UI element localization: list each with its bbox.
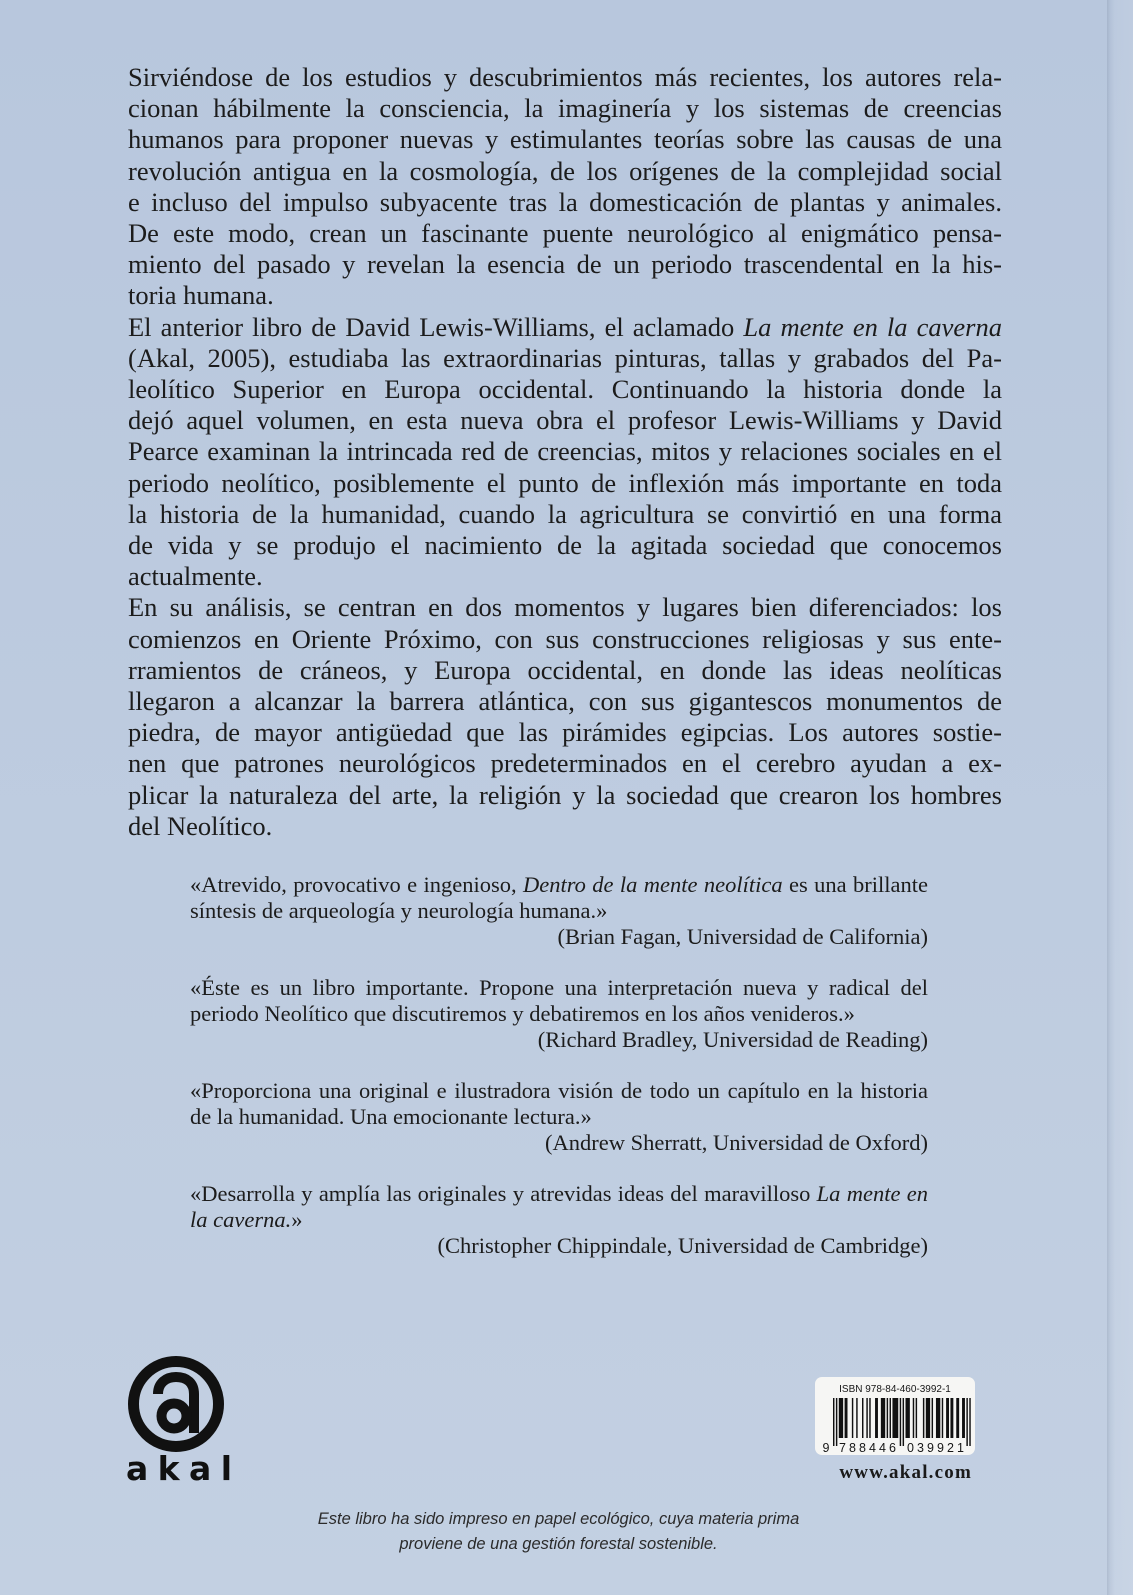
barcode-bar [866, 1398, 867, 1438]
text-line [128, 156, 1002, 187]
barcode-bar [856, 1398, 857, 1438]
italic-title: La mente en [816, 1181, 928, 1206]
italic-title: la caverna. [190, 1207, 292, 1232]
quote-line [190, 872, 928, 898]
text-run: síntesis de arqueología y neurología humana.» [190, 898, 608, 923]
blurb-paragraph [128, 592, 1002, 842]
text-line [128, 592, 1002, 623]
blurb-paragraph [128, 312, 1002, 593]
review-attribution: (Christopher Chippindale, Universidad de Cambridge) [437, 1233, 928, 1258]
barcode-bar [836, 1398, 837, 1446]
text-run: Pearce examinan la intrincada red de creencias, mitos y relaciones sociales en el [128, 436, 1002, 467]
review-attribution: (Brian Fagan, Universidad de California) [557, 924, 928, 949]
text-run: nen que patrones neurológicos predeterminados en el cerebro ayudan a ex- [128, 748, 1002, 779]
barcode-bar [852, 1398, 853, 1438]
barcode-bar [950, 1398, 953, 1438]
text-run: revolución antigua en la cosmología, de los orígenes de la complejidad social [128, 155, 1002, 186]
eco-notice [0, 1507, 1117, 1557]
review-quote [190, 1181, 928, 1259]
review-quote [190, 1078, 928, 1156]
barcode-bar [942, 1398, 943, 1438]
review-attribution: (Andrew Sherratt, Universidad de Oxford) [544, 1130, 928, 1155]
text-run: es una brillante [782, 872, 928, 897]
quote-line [190, 1104, 928, 1130]
text-line [128, 780, 1002, 811]
text-line [128, 468, 1002, 499]
barcode-bar [923, 1398, 924, 1438]
barcode-bar [936, 1398, 940, 1438]
barcode [815, 1377, 975, 1455]
text-run: e incluso del impulso subyacente tras la domesticación de plantas y animales. [128, 186, 1002, 217]
barcode-bar [906, 1398, 910, 1438]
text-line [128, 748, 1002, 779]
text-line [128, 93, 1002, 124]
text-run: (Akal, 2005), estudiaba las extraordinarias pinturas, tallas y grabados del Pa- [128, 342, 1002, 373]
blurb [128, 62, 1002, 842]
text-line [128, 312, 1002, 343]
review-quote [190, 872, 928, 950]
reviews [190, 872, 928, 1284]
text-run: «Atrevido, provocativo e ingenioso, [190, 872, 523, 897]
text-line [128, 686, 1002, 717]
text-line [128, 624, 1002, 655]
eco-notice-line: Este libro ha sido impreso en papel ecológico, cuya materia prima [317, 1510, 800, 1528]
text-run: toria humana. [128, 280, 274, 311]
barcode-bar [916, 1398, 917, 1438]
barcode-bar [900, 1398, 901, 1446]
publisher-website: www.akal.com [839, 1462, 972, 1483]
barcode-bar [839, 1398, 843, 1438]
text-run: cionan hábilmente la consciencia, la imaginería y los sistemas de creencias [128, 93, 1002, 124]
barcode-bar [845, 1398, 848, 1438]
barcode-bar [833, 1398, 834, 1446]
barcode-bar [869, 1398, 870, 1438]
quote-line [190, 1001, 928, 1027]
text-run: dejó aquel volumen, en esta nueva obra el profesor Lewis-Williams y David [128, 405, 1002, 436]
text-line [128, 499, 1002, 530]
barcode-first-digit: 9 [822, 1441, 830, 1455]
text-run: El anterior libro de David Lewis-Williams, el aclamado [128, 311, 744, 342]
barcode-bar [890, 1398, 891, 1438]
text-line [128, 530, 1002, 561]
logo-wordmark [124, 1448, 236, 1484]
barcode-right-digits: 039921 [907, 1441, 964, 1455]
review-attribution: (Richard Bradley, Universidad de Reading) [537, 1027, 928, 1052]
text-run: Sirviéndose de los estudios y descubrimientos más recientes, los autores rela- [128, 62, 1002, 92]
quote-line [190, 1181, 928, 1207]
italic-title: La mente en la caverna [743, 311, 1002, 342]
text-run: » [291, 1207, 303, 1232]
barcode-bar [903, 1398, 904, 1446]
barcode-bar [875, 1398, 878, 1438]
text-run: «Proporciona una original e ilustradora visión de todo un capítulo en la historia [190, 1078, 928, 1103]
eco-notice-line: proviene de una gestión forestal sostenible. [399, 1535, 718, 1553]
text-run: rramientos de cráneos, y Europa occidental, en donde las ideas neolíticas [128, 654, 1002, 685]
barcode-bar [913, 1398, 914, 1438]
barcode-bar [881, 1398, 885, 1438]
barcode-bar [892, 1398, 898, 1438]
text-line [128, 62, 1002, 93]
logo-letter-a [158, 1377, 194, 1433]
barcode-bars [833, 1398, 971, 1446]
barcode-bar [932, 1398, 933, 1438]
text-line [128, 405, 1002, 436]
quote-line [190, 898, 928, 924]
text-line [128, 343, 1002, 374]
text-run: miento del pasado y revelan la esencia de un periodo trascendental en la his- [128, 249, 1002, 280]
quote-line [190, 1207, 928, 1233]
barcode-bar [926, 1398, 930, 1438]
text-line [128, 124, 1002, 155]
text-run: De este modo, crean un fascinante puente neurológico al enigmático pensa- [128, 218, 1002, 249]
text-line [128, 218, 1002, 249]
text-line [128, 655, 1002, 686]
barcode-bar [969, 1398, 970, 1446]
cover-edge [1107, 0, 1133, 1595]
text-run: humanos para proponer nuevas y estimulantes teorías sobre las causas de una [128, 124, 1002, 155]
text-run: leolítico Superior en Europa occidental. Continuando la historia donde la [128, 374, 1002, 405]
text-line [128, 717, 1002, 748]
barcode-bar [862, 1398, 863, 1438]
text-run: de la humanidad. Una emocionante lectura.» [190, 1104, 592, 1129]
text-line [128, 436, 1002, 467]
text-run: del Neolítico. [128, 810, 273, 841]
italic-title: Dentro de la mente neolítica [522, 872, 783, 897]
review-quote [190, 975, 928, 1053]
text-run: la historia de la humanidad, cuando la agricultura se convirtió en una forma [128, 498, 1002, 529]
barcode-bar [887, 1398, 888, 1438]
text-line [128, 280, 1002, 311]
barcode-left-digits: 788446 [839, 1441, 896, 1455]
barcode-bar [956, 1398, 959, 1438]
text-run: comienzos en Oriente Próximo, con sus construcciones religiosas y sus ente- [128, 623, 1002, 654]
text-run: En su análisis, se centran en dos momentos y lugares bien diferenciados: los [128, 592, 1002, 623]
text-line [128, 561, 1002, 592]
text-line [128, 187, 1002, 218]
text-line [128, 811, 1002, 842]
barcode-box [815, 1377, 975, 1455]
logo-letter-a-bowl [162, 1404, 187, 1429]
barcode-bar [966, 1398, 967, 1446]
text-line [128, 374, 1002, 405]
text-run: actualmente. [128, 561, 263, 592]
quote-line [190, 975, 928, 1001]
barcode-bar [962, 1398, 965, 1438]
text-run: plicar la naturaleza del arte, la religión y la sociedad que crearon los hombres [128, 779, 1002, 810]
text-run: «Éste es un libro importante. Propone una interpretación nueva y radical del [190, 975, 928, 1000]
text-run: llegaron a alcanzar la barrera atlántica, con sus gigantescos monumentos de [128, 686, 1002, 717]
text-run: de vida y se produjo el nacimiento de la agitada sociedad que conocemos [128, 530, 1002, 561]
text-run: periodo Neolítico que discutiremos y debatiremos en los años venideros.» [190, 1001, 855, 1026]
isbn-label: ISBN 978-84-460-3992-1 [839, 1384, 951, 1395]
barcode-bar [946, 1398, 949, 1438]
text-line [128, 249, 1002, 280]
text-run: piedra, de mayor antigüedad que las pirámides egipcias. Los autores sostie- [128, 717, 1002, 748]
logo-wordmark-text: akal [126, 1449, 232, 1484]
text-run: «Desarrolla y amplía las originales y atrevidas ideas del maravilloso [190, 1181, 817, 1206]
quote-line [190, 1078, 928, 1104]
blurb-paragraph [128, 62, 1002, 312]
text-run: periodo neolítico, posiblemente el punto de inflexión más importante en toda [128, 467, 1002, 498]
akal-circle-a-icon [128, 1356, 224, 1452]
